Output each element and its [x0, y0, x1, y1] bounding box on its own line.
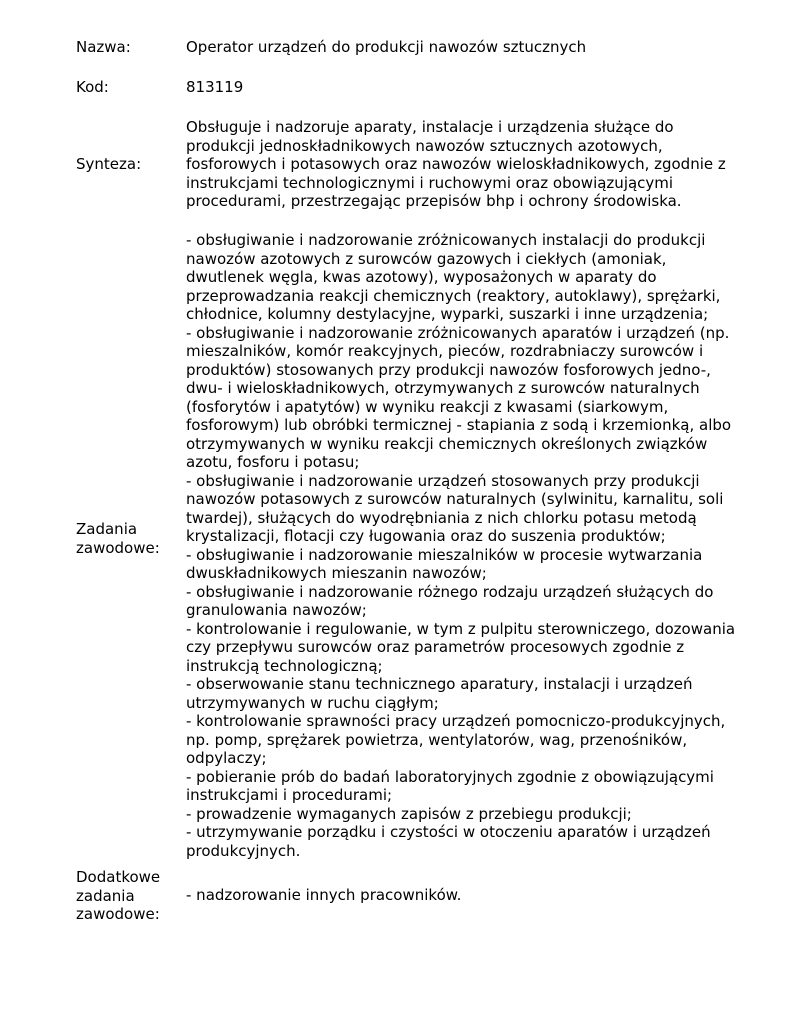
- tasks-line: dwutlenek węgla, kwas azotowy), wyposażonych w aparaty do: [186, 268, 657, 286]
- tasks-line: produkcyjnych.: [186, 841, 301, 860]
- tasks-line: azotu, fosforu i potasu;: [186, 453, 360, 471]
- tasks-line: krystalizacji, flotacji czy ługowania oraz do suszenia produktów;: [186, 527, 666, 545]
- name-label: Nazwa:: [76, 38, 131, 56]
- tasks-line: - utrzymywanie porządku i czystości w otoczeniu aparatów i urządzeń: [186, 823, 711, 841]
- synthesis-line: produkcji jednoskładnikowych nawozów sztucznych azotowych,: [186, 136, 663, 155]
- synthesis-line: fosforowych i potasowych oraz nawozów wieloskładnikowych, zgodnie z: [186, 155, 726, 173]
- tasks-line: otrzymywanych w wyniku reakcji chemicznych określonych związków: [186, 434, 708, 453]
- tasks-line: instrukcjami i procedurami;: [186, 786, 393, 804]
- tasks-line: dwu- i wieloskładnikowych, otrzymywanych z surowców naturalnych: [186, 379, 700, 397]
- tasks-line: utrzymywanych w ruchu ciągłym;: [186, 693, 439, 712]
- code-label: Kod:: [76, 78, 109, 96]
- tasks-text: [186, 231, 766, 860]
- tasks-line: - obserwowanie stanu technicznego aparatury, instalacji i urządzeń: [186, 675, 693, 693]
- tasks-line: - obsługiwanie i nadzorowanie zróżnicowanych instalacji do produkcji: [186, 231, 706, 249]
- tasks-line: dwuskładnikowych mieszanin nawozów;: [186, 564, 487, 582]
- tasks-line: mieszalników, komór reakcyjnych, pieców, rozdrabniaczy surowców i: [186, 342, 704, 360]
- tasks-line: - kontrolowanie sprawności pracy urządzeń pomocniczo-produkcyjnych,: [186, 712, 726, 730]
- tasks-line: twardej), służących do wyodrębniania z nich chlorku potasu metodą: [186, 508, 697, 527]
- tasks-line: - obsługiwanie i nadzorowanie różnego rodzaju urządzeń służących do: [186, 582, 714, 601]
- tasks-line: - obsługiwanie i nadzorowanie mieszalników w procesie wytwarzania: [186, 545, 703, 564]
- tasks-line: przeprowadzania reakcji chemicznych (reaktory, autoklawy), sprężarki,: [186, 286, 721, 305]
- tasks-line: odpylaczy;: [186, 749, 267, 767]
- code-value: 813119: [186, 78, 244, 96]
- tasks-line: chłodnice, kolumny destylacyjne, wyparki, suszarki i inne urządzenia;: [186, 305, 709, 323]
- tasks-line: czy przepływu surowców oraz parametrów procesowych zgodnie z: [186, 638, 685, 656]
- tasks-line: - obsługiwanie i nadzorowanie urządzeń stosowanych przy produkcji: [186, 471, 700, 490]
- tasks-line: instrukcją technologiczną;: [186, 656, 383, 675]
- tasks-line: (fosforytów i apatytów) w wyniku reakcji z kwasami (siarkowym,: [186, 397, 669, 416]
- tasks-line: - kontrolowanie i regulowanie, w tym z pulpitu sterowniczego, dozowania: [186, 619, 736, 638]
- tasks-line: nawozów potasowych z surowców naturalnych (sylwinitu, karnalitu, soli: [186, 490, 724, 508]
- tasks-line: nawozów azotowych z surowców gazowych i ciekłych (amoniak,: [186, 249, 667, 268]
- tasks-line: np. pomp, sprężarek powietrza, wentylatorów, wag, przenośników,: [186, 730, 688, 749]
- tasks-line: - pobieranie prób do badań laboratoryjnych zgodnie z obowiązującymi: [186, 767, 714, 786]
- additional-tasks-label: Dodatkowe zadania zawodowe:: [76, 868, 161, 923]
- tasks-line: granulowania nawozów;: [186, 601, 367, 619]
- additional-tasks-value: - nadzorowanie innych pracowników.: [186, 886, 462, 904]
- synthesis-label: Synteza:: [76, 155, 142, 173]
- tasks-line: - obsługiwanie i nadzorowanie zróżnicowanych aparatów i urządzeń (np.: [186, 323, 730, 342]
- name-value: Operator urządzeń do produkcji nawozów sztucznych: [186, 38, 587, 56]
- synthesis-line: procedurami, przestrzegając przepisów bhp i ochrony środowiska.: [186, 192, 682, 210]
- tasks-line: produktów) stosowanych przy produkcji nawozów fosforowych jedno-,: [186, 360, 711, 379]
- synthesis-text: [186, 118, 766, 211]
- synthesis-line: instrukcjami technologicznymi i ruchowymi oraz obowiązującymi: [186, 173, 674, 192]
- tasks-line: fosforowym) lub obróbki termicznej - stapiania z sodą i krzemionką, albo: [186, 416, 732, 434]
- synthesis-line: Obsługuje i nadzoruje aparaty, instalacje i urządzenia służące do: [186, 118, 674, 136]
- tasks-label: Zadania zawodowe:: [76, 520, 160, 557]
- tasks-line: - prowadzenie wymaganych zapisów z przebiegu produkcji;: [186, 804, 632, 823]
